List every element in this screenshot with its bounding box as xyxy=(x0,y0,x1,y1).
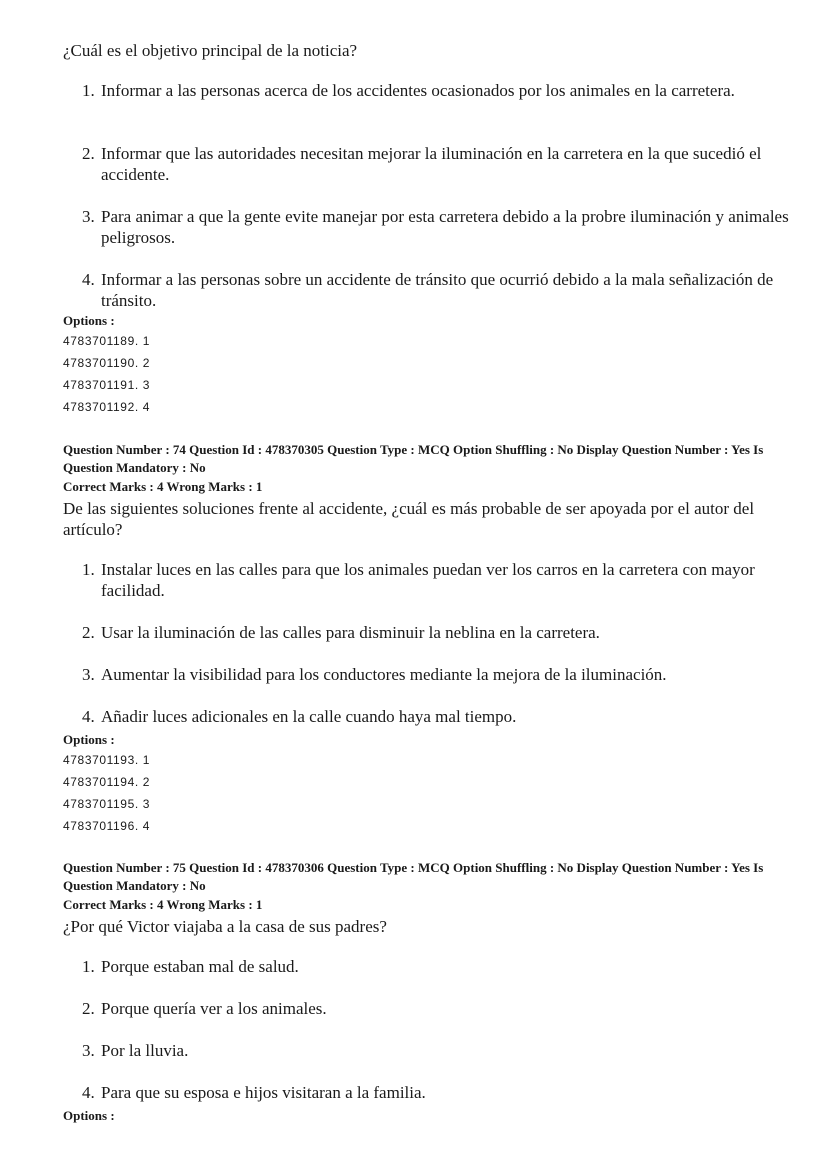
choice-text: Informar a las personas sobre un accidente de tránsito que ocurrió debido a la mala señalización de tránsito. xyxy=(101,270,774,310)
choice-number: 3. xyxy=(82,207,95,226)
choice-item xyxy=(82,956,802,977)
choice-number: 4. xyxy=(82,270,95,289)
choice-text: Porque estaban mal de salud. xyxy=(101,957,299,976)
choice-text: Instalar luces en las calles para que los animales puedan ver los carros en la carretera con mayor facilidad. xyxy=(101,560,755,600)
option-id: 4783701190. 2 xyxy=(63,356,150,370)
option-id: 4783701191. 3 xyxy=(63,378,150,392)
option-id: 4783701196. 4 xyxy=(63,819,150,833)
choice-item xyxy=(82,559,802,601)
choice-item xyxy=(82,1082,802,1103)
choice-text: Para que su esposa e hijos visitaran a la familia. xyxy=(101,1083,426,1102)
choice-text: Por la lluvia. xyxy=(101,1041,189,1060)
choice-number: 4. xyxy=(82,707,95,726)
choice-text: Para animar a que la gente evite manejar por esta carretera debido a la probre iluminación y animales peligrosos. xyxy=(101,207,789,247)
choice-number: 1. xyxy=(82,81,95,100)
choice-number: 3. xyxy=(82,665,95,684)
choice-item xyxy=(82,622,802,643)
question-marks: Correct Marks : 4 Wrong Marks : 1 xyxy=(63,479,263,494)
choice-item xyxy=(82,706,802,727)
question-marks: Correct Marks : 4 Wrong Marks : 1 xyxy=(63,897,263,912)
option-id: 4783701193. 1 xyxy=(63,753,150,767)
choice-item xyxy=(82,998,802,1019)
choice-number: 4. xyxy=(82,1083,95,1102)
question-text: ¿Cuál es el objetivo principal de la noticia? xyxy=(63,41,358,60)
choice-number: 2. xyxy=(82,999,95,1018)
choice-text: Usar la iluminación de las calles para disminuir la neblina en la carretera. xyxy=(101,623,600,642)
options-label: Options : xyxy=(63,1108,115,1123)
choice-item xyxy=(82,143,802,185)
choice-number: 2. xyxy=(82,623,95,642)
option-id: 4783701195. 3 xyxy=(63,797,150,811)
question-text: De las siguientes soluciones frente al accidente, ¿cuál es más probable de ser apoyada por el autor del artículo? xyxy=(63,499,755,539)
option-id: 4783701189. 1 xyxy=(63,334,150,348)
option-id: 4783701194. 2 xyxy=(63,775,150,789)
choice-number: 1. xyxy=(82,560,95,579)
choice-item xyxy=(82,1040,802,1061)
choice-item xyxy=(82,206,802,248)
question-text: ¿Por qué Victor viajaba a la casa de sus padres? xyxy=(63,917,387,936)
choice-number: 1. xyxy=(82,957,95,976)
choice-text: Porque quería ver a los animales. xyxy=(101,999,327,1018)
option-id: 4783701192. 4 xyxy=(63,400,150,414)
choice-text: Añadir luces adicionales en la calle cuando haya mal tiempo. xyxy=(101,707,517,726)
choice-text: Informar que las autoridades necesitan mejorar la iluminación en la carretera en la que sucedió el accidente. xyxy=(101,144,762,184)
choice-item xyxy=(82,269,802,311)
choice-text: Aumentar la visibilidad para los conductores mediante la mejora de la iluminación. xyxy=(101,665,667,684)
choice-item xyxy=(82,80,802,101)
choice-number: 3. xyxy=(82,1041,95,1060)
choice-item xyxy=(82,664,802,685)
question-meta: Question Number : 75 Question Id : 478370306 Question Type : MCQ Option Shuffling : No Display Question Number : Yes Is Question Mandatory : No xyxy=(63,860,764,893)
options-label: Options : xyxy=(63,313,115,328)
choice-number: 2. xyxy=(82,144,95,163)
question-meta: Question Number : 74 Question Id : 478370305 Question Type : MCQ Option Shuffling : No Display Question Number : Yes Is Question Mandatory : No xyxy=(63,442,764,475)
choice-text: Informar a las personas acerca de los accidentes ocasionados por los animales en la carretera. xyxy=(101,81,735,100)
options-label: Options : xyxy=(63,732,115,747)
